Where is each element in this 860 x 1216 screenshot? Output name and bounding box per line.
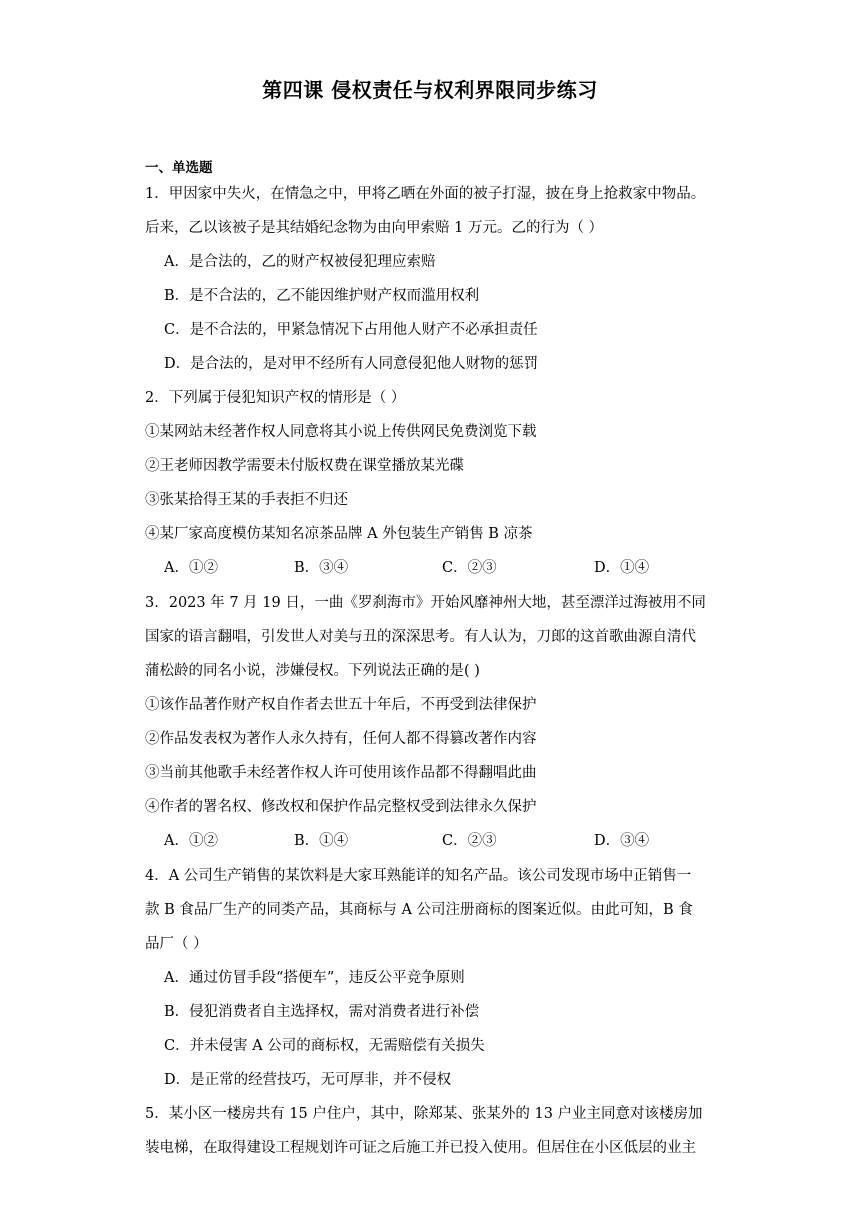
q4-option-c: C．并未侵害 A 公司的商标权，无需赔偿有关损失	[164, 1038, 485, 1054]
q1-option-b: B．是不合法的，乙不能因维护财产权而滥用权利	[164, 288, 480, 304]
q3-option-d: D．③④	[594, 833, 650, 849]
q1-option-a: A．是合法的，乙的财产权被侵犯理应索赔	[164, 254, 436, 270]
q2-statement-2: ②王老师因教学需要未付版权费在课堂播放某光碟	[145, 458, 464, 474]
page-title: 第四课 侵权责任与权利界限同步练习	[262, 78, 598, 102]
q4-option-d: D．是正常的经营技巧，无可厚非，并不侵权	[164, 1072, 452, 1088]
q2-option-c: C．②③	[442, 560, 497, 576]
q3-statement-3: ③当前其他歌手未经著作权人许可使用该作品都不得翻唱此曲	[145, 765, 537, 781]
q5-stem-line1: 5．某小区一楼房共有 15 户住户，其中，除郑某、张某外的 13 户业主同意对该楼房加	[145, 1106, 703, 1122]
q2-statement-1: ①某网站未经著作权人同意将其小说上传供网民免费浏览下载	[145, 424, 537, 440]
q3-option-c: C．②③	[442, 833, 497, 849]
q3-option-a: A．①②	[164, 833, 218, 849]
q2-option-b: B．③④	[294, 560, 349, 576]
q4-stem-line1: 4．A 公司生产销售的某饮料是大家耳熟能详的知名产品。该公司发现市场中正销售一	[145, 868, 692, 884]
section-heading: 一、单选题	[145, 160, 213, 176]
q3-statement-2: ②作品发表权为著作人永久持有，任何人都不得篡改著作内容	[145, 731, 537, 747]
q5-stem-line2: 装电梯，在取得建设工程规划许可证之后施工并已投入使用。但居住在小区低层的业主	[145, 1140, 696, 1156]
q2-option-a: A．①②	[164, 560, 218, 576]
q1-option-c: C．是不合法的，甲紧急情况下占用他人财产不必承担责任	[164, 322, 538, 338]
q3-stem-line3: 蒲松龄的同名小说，涉嫌侵权。下列说法正确的是( )	[145, 663, 480, 679]
q3-stem-line2: 国家的语言翻唱，引发世人对美与丑的深深思考。有人认为，刀郎的这首歌曲源自清代	[145, 629, 696, 645]
q1-stem-line1: 1．甲因家中失火，在情急之中，甲将乙晒在外面的被子打湿，披在身上抢救家中物品。	[145, 186, 706, 202]
q1-stem-line2: 后来，乙以该被子是其结婚纪念物为由向甲索赔 1 万元。乙的行为（ ）	[145, 220, 604, 236]
q4-option-a: A．通过仿冒手段“搭便车”，违反公平竞争原则	[164, 970, 465, 986]
q3-option-b: B．①④	[294, 833, 349, 849]
q2-statement-3: ③张某拾得王某的手表拒不归还	[145, 492, 348, 508]
q3-stem-line1: 3．2023 年 7 月 19 日，一曲《罗刹海市》开始风靡神州大地，甚至漂洋过海被用不同	[145, 595, 706, 611]
q4-stem-line3: 品厂（ ）	[145, 936, 208, 952]
q2-stem: 2．下列属于侵犯知识产权的情形是（ ）	[145, 390, 406, 406]
q3-statement-1: ①该作品著作财产权自作者去世五十年后，不再受到法律保护	[145, 697, 537, 713]
q2-statement-4: ④某厂家高度模仿某知名凉茶品牌 A 外包装生产销售 B 凉茶	[145, 526, 533, 542]
q4-option-b: B．侵犯消费者自主选择权，需对消费者进行补偿	[164, 1004, 480, 1020]
q2-option-d: D．①④	[594, 560, 650, 576]
q1-option-d: D．是合法的，是对甲不经所有人同意侵犯他人财物的惩罚	[164, 356, 539, 372]
q3-statement-4: ④作者的署名权、修改权和保护作品完整权受到法律永久保护	[145, 799, 537, 815]
q4-stem-line2: 款 B 食品厂生产的同类产品，其商标与 A 公司注册商标的图案近似。由此可知，B 食	[145, 902, 693, 918]
